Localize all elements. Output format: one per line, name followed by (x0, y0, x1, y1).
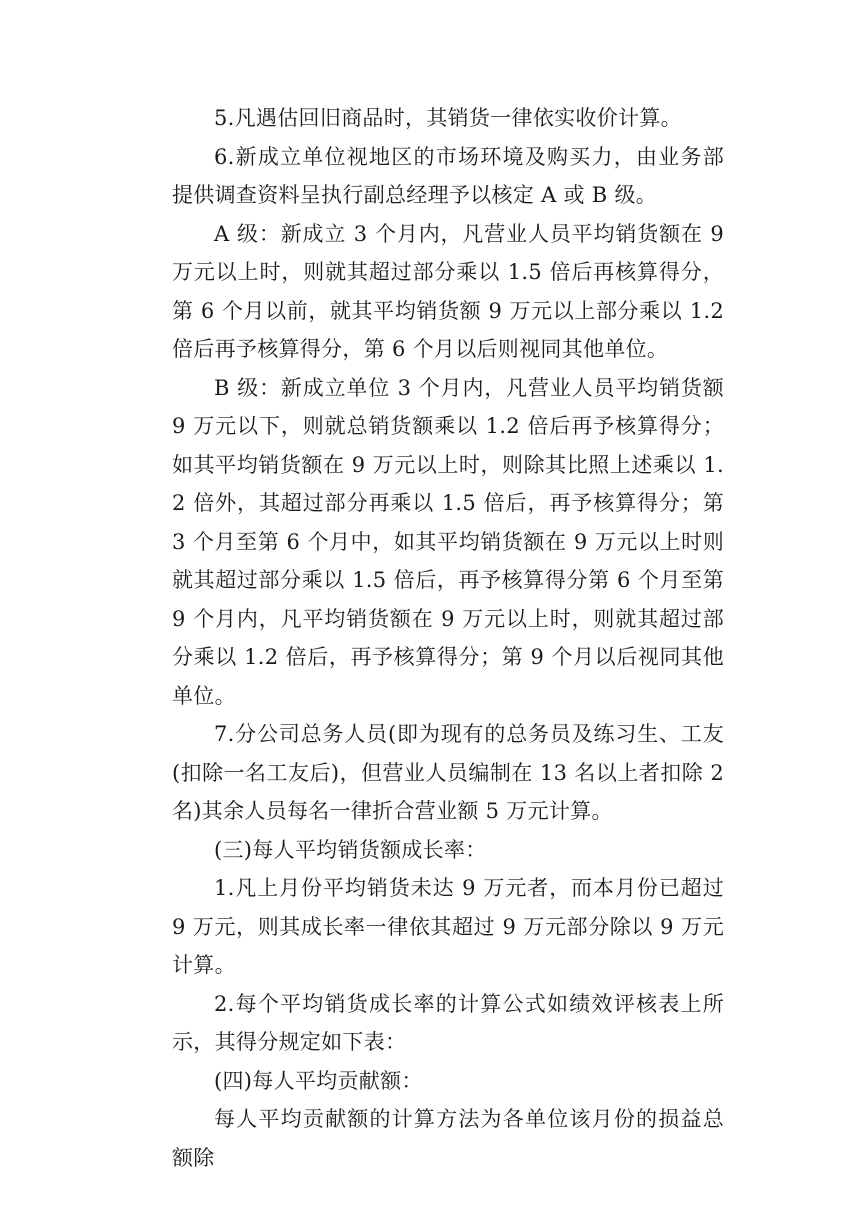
paragraph-rule-7: 7.分公司总务人员(即为现有的总务员及练习生、工友(扣除一名工友后)，但营业人员编制在 13 名以上者扣除 2 名)其余人员每名一律折合营业额 5 万元计算。 (172, 722, 724, 823)
document-body (172, 99, 724, 1177)
section-heading-3: (三)每人平均销货额成长率： (214, 837, 487, 862)
paragraph-rule-6: 6.新成立单位视地区的市场环境及购买力，由业务部提供调查资料呈执行副总经理予以核定 A 或 B 级。 (172, 144, 724, 207)
paragraph-contribution: 每人平均贡献额的计算方法为各单位该月份的损益总额除 (172, 1107, 724, 1170)
paragraph-grade-a: A 级：新成立 3 个月内，凡营业人员平均销货额在 9 万元以上时，则就其超过部分乘以 1.5 倍后再核算得分，第 6 个月以前，就其平均销货额 9 万元以上部分乘以 1.2 倍后再予核算得分，第 6 个月以后则视同其他单位。 (172, 221, 724, 361)
paragraph-growth-1: 1.凡上月份平均销货未达 9 万元者，而本月份已超过 9 万元，则其成长率一律依其超过 9 万元部分除以 9 万元计算。 (172, 876, 724, 977)
paragraph-grade-b: B 级：新成立单位 3 个月内，凡营业人员平均销货额 9 万元以下，则就总销货额乘以 1.2 倍后再予核算得分；如其平均销货额在 9 万元以上时，则除其比照上述乘以 1.2 倍外，其超过部分再乘以 1.5 倍后，再予核算得分；第 3 个月至第 6 个月中，如其平均销货额在 9 万元以上时则就其超过部分乘以 1.5 倍后，再予核算得分第 6 个月至第 9 个月内，凡平均销货额在 9 万元以上时，则就其超过部分乘以 1.2 倍后，再予核算得分；第 9 个月以后视同其他单位。 (172, 375, 724, 708)
paragraph-rule-5: 5.凡遇估回旧商品时，其销货一律依实收价计算。 (214, 106, 682, 130)
section-heading-4: (四)每人平均贡献额： (214, 1068, 423, 1093)
paragraph-growth-2: 2.每个平均销货成长率的计算公式如绩效评核表上所示，其得分规定如下表： (172, 991, 724, 1054)
